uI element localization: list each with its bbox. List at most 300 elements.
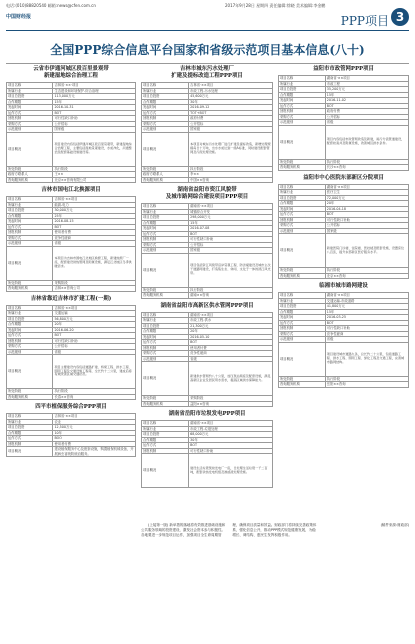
field-value: BOT xyxy=(189,231,273,237)
field-value: 使用者付费 xyxy=(53,441,136,447)
field-value: 10年 xyxy=(53,430,136,436)
field-label: 采购方式 xyxy=(142,351,189,357)
field-value: 2016-03-25 xyxy=(325,315,408,321)
field-value: 12,500万元 xyxy=(53,425,136,431)
field-value: BOT xyxy=(325,320,408,326)
field-label: 发起时间 xyxy=(142,105,189,111)
field-label: 回报机制 xyxy=(142,448,189,454)
field-label: 发起时间 xyxy=(7,105,53,111)
project-info-table xyxy=(278,184,409,280)
table-row xyxy=(7,286,136,292)
field-label: 项目概况 xyxy=(279,125,326,159)
field-value: 公开招标 xyxy=(189,242,273,248)
field-label: 示范级别 xyxy=(142,248,189,254)
field-value: 执行阶段 xyxy=(325,159,408,165)
field-label: 合作期限 xyxy=(142,220,189,226)
project-block xyxy=(6,187,136,292)
field-value: 35,200万元 xyxy=(325,87,408,93)
field-value: 吉林省·××项目 xyxy=(53,197,136,203)
field-label: 项目名称 xyxy=(279,293,326,299)
field-label: 项目总投资 xyxy=(142,432,189,438)
field-value: 执行阶段 xyxy=(325,268,408,274)
field-label: 合作期限 xyxy=(7,99,53,105)
field-value: 项目建设城市道路九条，总长约二十公里，包括道路工程、排水工程、照明工程、绿化工程及交通工程，完善城市路网结构。 xyxy=(325,342,408,376)
page-headline: 全国PPP综合信息平台国家和省级示范项目基本信息(八十) xyxy=(50,43,365,57)
field-value: 执行阶段 xyxy=(189,287,273,293)
field-label: 咨询服务机构 xyxy=(7,286,53,292)
field-value: 竞争性磋商 xyxy=(189,351,273,357)
masthead xyxy=(0,0,415,36)
field-value: 湖南省·××项目 xyxy=(189,421,273,427)
field-value: 政府付费 xyxy=(189,116,273,122)
field-value: 本项目对城东污水处理厂进行扩建及提标改造，新增处理规模每日十万吨，出水水质达到一级A标准，同时建设配套管网及污泥处理设施。 xyxy=(189,132,273,166)
field-value: 2016-06-20 xyxy=(53,327,136,333)
field-label: 采购方式 xyxy=(142,242,189,248)
field-value: 公开招标 xyxy=(325,114,408,120)
field-label: 所处阶段 xyxy=(142,287,189,293)
field-label: 回报机制 xyxy=(142,116,189,122)
field-label: 示范级别 xyxy=(279,337,326,343)
field-value: 长春××咨询 xyxy=(53,394,136,400)
field-value: 国家级 xyxy=(189,248,273,254)
field-value: 北京××咨询有限公司 xyxy=(53,177,136,183)
field-value: 长沙××咨询 xyxy=(325,165,408,171)
field-label: 示范级别 xyxy=(142,127,189,133)
field-value: 执行阶段 xyxy=(325,376,408,382)
table-row xyxy=(142,177,273,183)
field-value: 省级 xyxy=(53,241,136,247)
field-value: 使用者付费 xyxy=(189,345,273,351)
field-label: 运作方式 xyxy=(142,340,189,346)
field-label: 项目总投资 xyxy=(142,94,189,100)
table-row xyxy=(279,382,409,388)
field-label: 所处阶段 xyxy=(279,268,326,274)
field-value: 交通运输-市政道路 xyxy=(325,298,408,304)
field-value: 湖南省·××项目 xyxy=(325,293,408,299)
field-value: 20年 xyxy=(325,201,408,207)
field-label: 回报机制 xyxy=(7,116,53,122)
table-row xyxy=(7,132,136,166)
field-value: BOT xyxy=(53,333,136,339)
field-value: 国家级 xyxy=(189,127,273,133)
field-value: 15年 xyxy=(325,92,408,98)
field-value: 2016-09-12 xyxy=(189,105,273,111)
field-label: 运作方式 xyxy=(7,110,53,116)
field-label: 项目总投资 xyxy=(279,87,326,93)
field-label: 回报机制 xyxy=(142,345,189,351)
field-label: 采购方式 xyxy=(7,344,53,350)
project-title: 吉林省靠近吉林市扩建工程(一期) xyxy=(30,295,112,302)
field-label: 回报机制 xyxy=(7,338,53,344)
field-value: 41,800万元 xyxy=(325,304,408,310)
field-value: TOT+BOT xyxy=(189,110,273,116)
field-value: 国家级 xyxy=(325,228,408,234)
field-value: 2016-08-15 xyxy=(53,219,136,225)
table-row xyxy=(7,355,136,389)
project-block xyxy=(141,411,273,488)
project-info-table xyxy=(6,196,136,292)
field-value: 省级 xyxy=(325,337,408,343)
project-title: 云省市伊通河城区段百里景观带 新建湿地综合治理工程 xyxy=(33,66,109,79)
field-value: 岳阳××咨询 xyxy=(325,382,408,388)
field-label: 项目总投资 xyxy=(7,425,53,431)
field-value: 项目建设内容包括伊通河城区段百里景观带，新建湿地综合治理工程，主要包括湿地景观建设，水质净化，河道整治及配套基础设施建设等。 xyxy=(53,132,136,166)
field-label: 发起时间 xyxy=(279,206,326,212)
field-label: 咨询服务机构 xyxy=(142,177,189,183)
field-value: 市政工程-供水 xyxy=(189,318,273,324)
field-value: 本项目为吉林市国电江北地区换源工程，新建热源厂一座，配套建设供热管网及附属设施，满足江北地区冬季供暖需求。 xyxy=(53,246,136,280)
masthead-date: 2017年9月28日 星期四 责任编辑:徐晓 美术编辑:李金鹏 xyxy=(225,3,326,8)
field-value: 省级 xyxy=(53,349,136,355)
project-title: 吉林市国电江北换源项目 xyxy=(41,187,101,193)
field-value: 湖南××咨询 xyxy=(189,293,273,299)
table-row xyxy=(142,454,273,488)
field-label: 项目概况 xyxy=(142,362,189,396)
field-value: 30年 xyxy=(189,437,273,443)
field-label: 所属行业 xyxy=(142,88,189,94)
field-label: 采购方式 xyxy=(279,331,326,337)
field-value: 吉林省·××项目 xyxy=(189,83,273,89)
project-info-table xyxy=(6,82,136,183)
table-row xyxy=(7,394,136,400)
field-value: 省级 xyxy=(189,356,273,362)
project-block xyxy=(6,404,136,457)
field-value: 21,300万元 xyxy=(189,323,273,329)
field-value: 湖南省·××项目 xyxy=(325,76,408,82)
field-label: 项目名称 xyxy=(279,184,326,190)
field-value: 建设植保服务中心及配套设施，购置植保机械设备，开展病虫害统防统治服务。 xyxy=(54,447,134,456)
field-value: 湖南省·××项目 xyxy=(325,184,408,190)
field-value: 2016-04-18 xyxy=(325,206,408,212)
article-source: (稿件来源:财政部) xyxy=(380,523,409,527)
field-label: 运作方式 xyxy=(7,333,53,339)
field-label: 采购方式 xyxy=(7,121,53,127)
table-row xyxy=(142,293,273,299)
headline-rule xyxy=(6,63,409,64)
contact-text: 电话:(010)88820540 邮箱:news@cfen.com.cn xyxy=(6,3,96,8)
field-label: 运作方式 xyxy=(279,320,326,326)
field-label: 项目概况 xyxy=(7,447,53,457)
field-label: 所属行业 xyxy=(7,311,53,317)
field-label: 项目名称 xyxy=(7,305,53,311)
field-value: 15年 xyxy=(53,99,136,105)
field-label: 所处阶段 xyxy=(142,166,189,172)
field-label: 所属行业 xyxy=(7,88,53,94)
field-value: 可行性缺口补助 xyxy=(189,448,273,454)
field-label: 所属行业 xyxy=(142,209,189,215)
field-value: 30,000万元 xyxy=(53,208,136,214)
project-info-table xyxy=(141,312,273,408)
project-block xyxy=(141,66,273,183)
field-label: 示范级别 xyxy=(279,120,326,126)
table-row xyxy=(279,234,409,268)
field-value: 北京××咨询 xyxy=(325,273,408,279)
field-value: 公开招标 xyxy=(53,121,136,127)
article-text xyxy=(141,523,409,537)
field-value: 15年 xyxy=(189,220,273,226)
field-label: 所属行业 xyxy=(279,81,326,87)
field-value: 可行性缺口补助 xyxy=(53,338,136,344)
field-label: 采购方式 xyxy=(279,114,326,120)
field-value: 市政工程-垃圾处理 xyxy=(189,426,273,432)
article-body: (上接第一版) 新举措的落地将有效推进基础设施和公共服务领域的投资建设，激发社会资本参与积极性。各地要进一步规范项目运作，加强项目全生命周期管理，确保项目质量和效益。财政部门将持续完善政策体系，强化信息公开，推动PPP模式规范健康发展，为稳增长、调结构、惠民生发挥积极作用。 xyxy=(141,523,317,537)
field-value: 吉林省·××·项目 xyxy=(53,83,136,89)
field-value: 吉林××咨询公司 xyxy=(53,286,136,292)
project-info-table xyxy=(278,292,409,388)
field-label: 回报机制 xyxy=(142,237,189,243)
project-block xyxy=(141,187,273,299)
field-label: 所处阶段 xyxy=(7,166,53,172)
field-label: 项目概况 xyxy=(142,454,189,488)
field-label: 合作期限 xyxy=(7,213,53,219)
field-value: 45,600万元 xyxy=(189,94,273,100)
table-row xyxy=(142,132,273,166)
field-label: 所属行业 xyxy=(7,419,53,425)
field-label: 示范级别 xyxy=(142,356,189,362)
field-value: 市政工程 xyxy=(325,81,408,87)
field-label: 发起时间 xyxy=(7,327,53,333)
project-title: 临湘市城市路网建设 xyxy=(319,283,368,289)
field-label: 项目名称 xyxy=(7,83,53,89)
field-label: 项目总投资 xyxy=(142,323,189,329)
field-label: 项目名称 xyxy=(142,312,189,318)
field-label: 发起时间 xyxy=(142,226,189,232)
field-value: 政府付费 xyxy=(325,109,408,115)
table-row xyxy=(279,125,409,159)
page-number-badge: 3 xyxy=(391,8,409,26)
field-label: 项目名称 xyxy=(7,197,53,203)
column-left xyxy=(6,66,136,461)
field-label: 咨询服务机构 xyxy=(279,382,326,388)
field-label: 咨询服务机构 xyxy=(142,401,189,407)
field-value: 公开招标 xyxy=(189,121,273,127)
newspaper-brand: 中国财经报 xyxy=(6,14,32,20)
field-label: 项目总投资 xyxy=(279,304,326,310)
field-value: 采购阶段 xyxy=(189,396,273,402)
table-row xyxy=(142,253,273,287)
field-label: 示范级别 xyxy=(7,127,53,133)
project-title: 湖南省益阳市资江风貌带 及城市路网综合建设项目PPP项目 xyxy=(165,187,249,200)
field-label: 项目概况 xyxy=(142,253,189,287)
field-label: 合作期限 xyxy=(142,99,189,105)
field-value: 竞争性磋商 xyxy=(53,235,136,241)
field-label: 所处阶段 xyxy=(279,159,326,165)
field-value: 项目主要建设内容包括道路扩建、桥梁工程、排水工程、照明工程及交通设施工程等，全长约十二公里，建成后将有效改善区域交通状况。 xyxy=(53,355,136,389)
field-label: 运作方式 xyxy=(7,436,53,442)
project-info-table xyxy=(141,203,273,299)
field-label: 发起时间 xyxy=(142,334,189,340)
field-label: 所属行业 xyxy=(142,426,189,432)
field-value: 使用者付费 xyxy=(53,230,136,236)
field-label: 项目总投资 xyxy=(142,215,189,221)
field-label: 回报机制 xyxy=(7,230,53,236)
field-value: 能源-电力 xyxy=(53,202,136,208)
project-title: 四平市植保服务综合PPP项目 xyxy=(35,404,107,410)
masthead-rule xyxy=(6,30,409,31)
field-value: 298,000万元 xyxy=(189,215,273,221)
field-label: 合作期限 xyxy=(279,201,326,207)
field-value: BOT xyxy=(325,103,408,109)
project-block xyxy=(278,175,409,280)
table-row xyxy=(142,401,273,407)
project-info-table xyxy=(278,75,409,171)
field-value: 交通运输 xyxy=(53,311,136,317)
field-value: 113,000万元 xyxy=(53,94,136,100)
field-value: 王×× xyxy=(53,172,136,178)
field-label: 合作期限 xyxy=(142,437,189,443)
field-label: 所处阶段 xyxy=(142,396,189,402)
table-row xyxy=(7,447,136,457)
project-info-table xyxy=(6,413,136,457)
field-value: 湖南省·××项目 xyxy=(189,204,273,210)
field-label: 咨询服务机构 xyxy=(279,273,326,279)
field-value: 72,000万元 xyxy=(325,195,408,201)
field-label: 咨询服务机构 xyxy=(7,177,53,183)
field-value: BOT xyxy=(189,443,273,449)
field-label: 运作方式 xyxy=(279,212,326,218)
field-value: 新建医院门诊楼、住院楼、医技楼及配套设施，设置床位八百张，提升东部新区医疗服务水平。 xyxy=(325,234,408,268)
field-value: 2016-11-02 xyxy=(325,98,408,104)
field-label: 示范级别 xyxy=(7,349,53,355)
project-block xyxy=(278,283,409,388)
field-value: BOT xyxy=(189,340,273,346)
field-value: 可行性缺口补助 xyxy=(325,326,408,332)
field-label: 项目概况 xyxy=(7,132,53,166)
field-label: 政府方联系人 xyxy=(7,172,53,178)
field-label: 发起时间 xyxy=(7,219,53,225)
field-label: 合作期限 xyxy=(142,329,189,335)
field-label: 回报机制 xyxy=(279,217,326,223)
field-label: 合作期限 xyxy=(279,92,326,98)
field-label: 所处阶段 xyxy=(7,280,53,286)
field-value: 建设生活垃圾焚烧发电厂一座，日处理生活垃圾一千二百吨，配套余热发电机组及渗滤液处理设施。 xyxy=(189,454,273,488)
field-value: BOT xyxy=(325,212,408,218)
project-info-table xyxy=(6,305,136,401)
project-title: 益阳市中心医院东部新区分院项目 xyxy=(303,174,384,181)
field-value: 项目包括资江风貌带沿岸景观工程、防洪堤建设及城市主次干道路网建设，打造集生态、休闲、文化于一体的滨江风光带。 xyxy=(189,253,273,287)
field-value: 可行性缺口补助 xyxy=(325,217,408,223)
table-row xyxy=(7,246,136,280)
project-title: 吉林市城东污水处理厂 扩建及提标改造工程PPP项目 xyxy=(171,66,243,79)
table-row xyxy=(279,165,409,171)
field-label: 项目名称 xyxy=(7,414,53,420)
field-value: 20年 xyxy=(189,329,273,335)
field-value: 公开招标 xyxy=(325,223,408,229)
field-value: 68,000万元 xyxy=(189,432,273,438)
field-label: 所属行业 xyxy=(279,298,326,304)
field-value: BOT xyxy=(53,224,136,230)
field-label: 回报机制 xyxy=(279,109,326,115)
project-block xyxy=(6,66,136,183)
field-value: 30年 xyxy=(189,99,273,105)
field-label: 项目总投资 xyxy=(279,195,326,201)
field-label: 项目概况 xyxy=(279,342,326,376)
field-label: 合作期限 xyxy=(279,309,326,315)
table-row xyxy=(279,342,409,376)
project-title: 益阳市市政管网PPP项目 xyxy=(313,66,374,72)
field-value: 执行阶段 xyxy=(53,166,136,172)
field-label: 回报机制 xyxy=(7,441,53,447)
project-info-table xyxy=(141,82,273,183)
table-row xyxy=(142,362,273,396)
field-value: 生态建设和环境保护-综合治理 xyxy=(53,88,136,94)
project-info-table xyxy=(141,420,273,488)
column-middle xyxy=(141,66,273,492)
field-value: 湖南省·××项目 xyxy=(189,312,273,318)
field-label: 示范级别 xyxy=(7,241,53,247)
field-label: 运作方式 xyxy=(142,443,189,449)
field-label: 回报机制 xyxy=(279,326,326,332)
field-value: 25年 xyxy=(53,213,136,219)
field-label: 项目概况 xyxy=(7,355,53,389)
field-value: 城镇综合开发 xyxy=(189,209,273,215)
field-value: 56,800万元 xyxy=(53,316,136,322)
field-label: 合作期限 xyxy=(7,430,53,436)
field-value: 吉林省·××项目 xyxy=(53,414,136,420)
field-value: 农业 xyxy=(53,419,136,425)
field-label: 合作期限 xyxy=(7,322,53,328)
field-label: 项目名称 xyxy=(142,421,189,427)
field-value: 李×× xyxy=(189,172,273,178)
field-label: 项目名称 xyxy=(142,204,189,210)
field-value: 项目内容包括市政管网改造及新建，雨污分流管道建设，配套检查井及附属设施，改善城区排水条件。 xyxy=(325,125,408,159)
field-label: 项目概况 xyxy=(142,132,189,166)
field-label: 所属行业 xyxy=(7,202,53,208)
field-value: 竞争性磋商 xyxy=(325,331,408,337)
field-value: 可行性缺口补助 xyxy=(189,237,273,243)
field-value: 中国××咨询 xyxy=(189,177,273,183)
field-label: 采购方式 xyxy=(7,235,53,241)
project-title: 湖南省益阳市高新区供水管网PPP项目 xyxy=(160,302,254,309)
field-label: 运作方式 xyxy=(279,103,326,109)
field-label: 示范级别 xyxy=(279,228,326,234)
field-value: 新建供水管网约八十公里，加压泵站两座及配套设施，满足高新区企业及居民用水需求，提高区域供水保障能力。 xyxy=(189,362,273,396)
field-value: 国家级 xyxy=(53,127,136,133)
field-value: 15年 xyxy=(325,309,408,315)
field-value: 公开招标 xyxy=(53,344,136,350)
field-label: 所处阶段 xyxy=(279,376,326,382)
field-label: 采购方式 xyxy=(142,121,189,127)
field-label: 项目概况 xyxy=(279,234,326,268)
field-label: 咨询服务机构 xyxy=(142,293,189,299)
field-value: 执行阶段 xyxy=(189,166,273,172)
project-block xyxy=(278,66,409,171)
field-label: 所属行业 xyxy=(279,190,326,196)
field-value: 2016-07-08 xyxy=(189,226,273,232)
project-block xyxy=(6,296,136,401)
field-label: 发起时间 xyxy=(279,98,326,104)
field-label: 运作方式 xyxy=(7,224,53,230)
field-value: 可行性缺口补助 xyxy=(53,116,136,122)
field-label: 运作方式 xyxy=(142,110,189,116)
field-value: 执行阶段 xyxy=(53,389,136,395)
column-right xyxy=(278,66,409,392)
field-label: 采购方式 xyxy=(279,223,326,229)
field-label: 项目名称 xyxy=(142,83,189,89)
field-label: 所属行业 xyxy=(142,318,189,324)
field-value: 市政工程-污水处理 xyxy=(189,88,273,94)
section-title: PPP项目 xyxy=(340,14,389,28)
field-label: 咨询服务机构 xyxy=(279,165,326,171)
field-value: 益阳××咨询 xyxy=(189,401,273,407)
masthead-contact xyxy=(6,3,96,20)
field-label: 项目总投资 xyxy=(7,208,53,214)
field-label: 项目总投资 xyxy=(7,94,53,100)
project-block xyxy=(141,303,273,408)
field-value: 吉林省·××项目 xyxy=(53,305,136,311)
field-label: 项目名称 xyxy=(279,76,326,82)
field-label: 政府方联系人 xyxy=(142,172,189,178)
